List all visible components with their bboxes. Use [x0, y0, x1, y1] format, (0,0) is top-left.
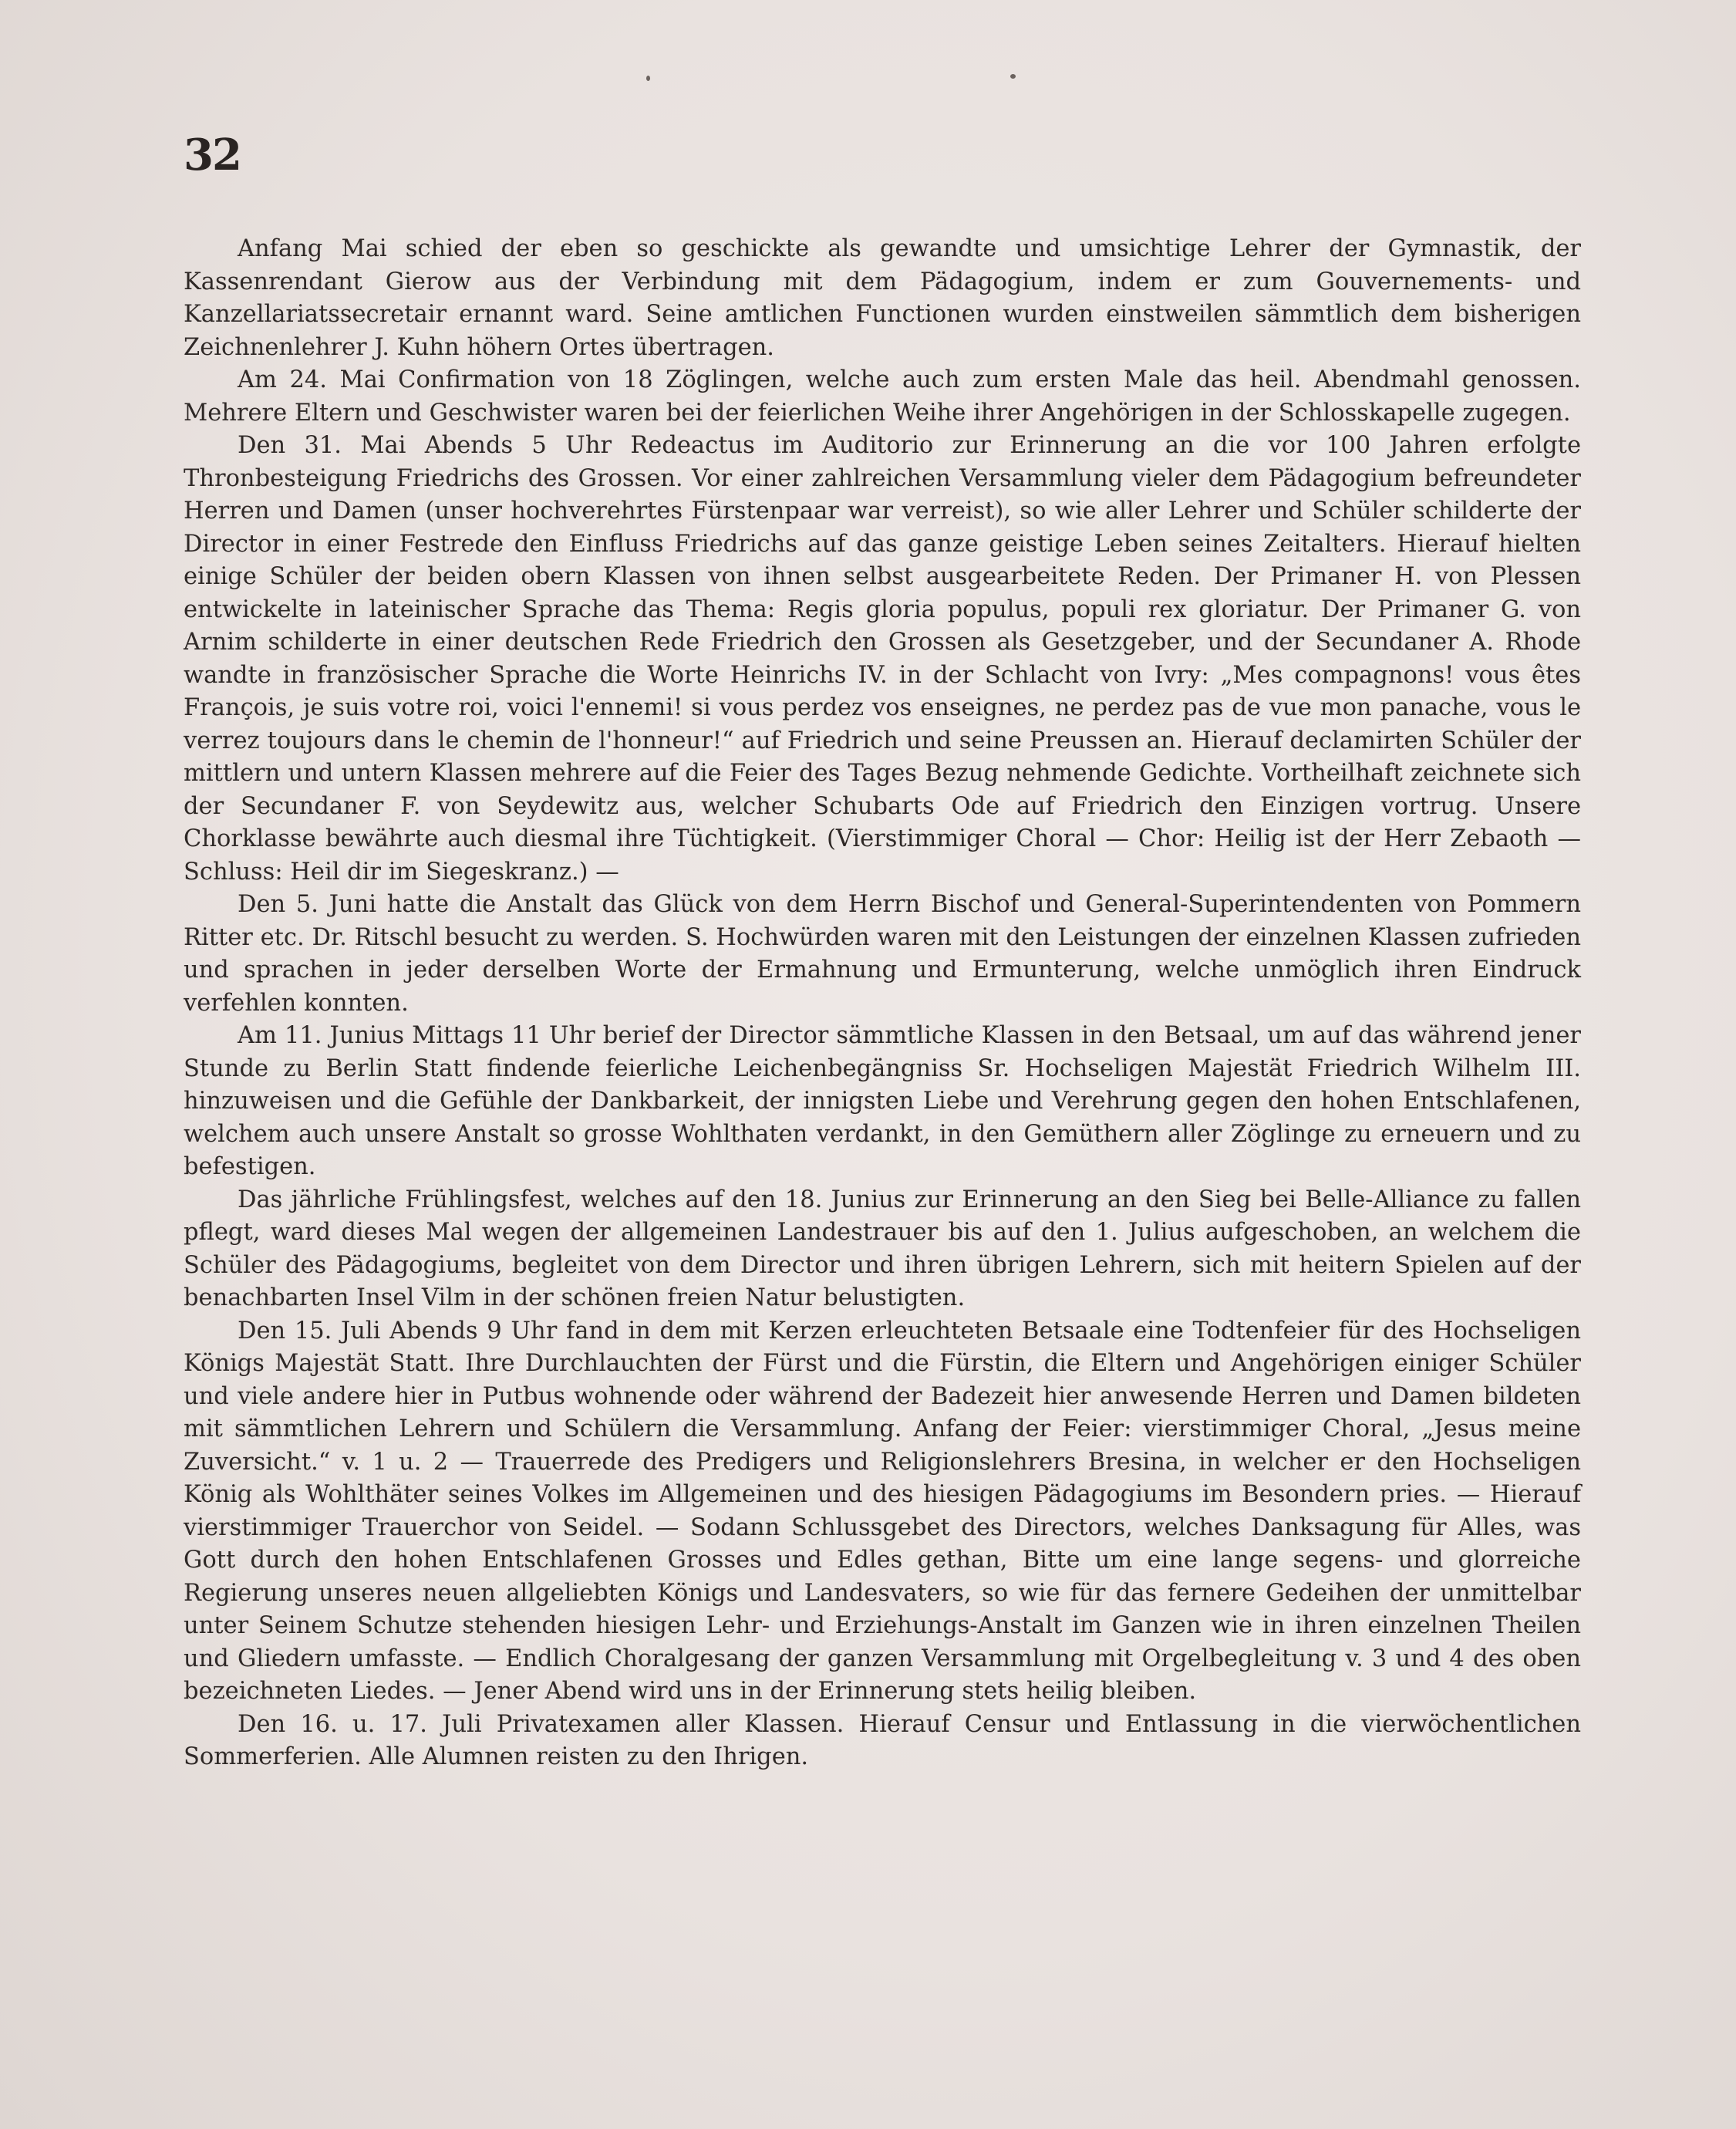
- paragraph-funeral-assembly: Am 11. Junius Mittags 11 Uhr berief der Director sämmtliche Klassen in den Betsaal, um auf das während jener Stunde zu Berlin Statt findende feierliche Leichenbegängniss Sr. Hochseligen Majestät Friedrich Wilhelm III. hinzuweisen und die Gefühle der Dankbarkeit, der innigsten Liebe und Verehrung gegen den hohen Entschlafenen, welchem auch unsere Anstalt so grosse Wohlthaten verdankt, in den Gemüthern aller Zöglinge zu erneuern und zu befestigen.: [184, 1022, 1581, 1180]
- paragraph-spring-festival: Das jährliche Frühlingsfest, welches auf den 18. Junius zur Erinnerung an den Sieg bei Belle-Alliance zu fallen pflegt, ward dieses Mal wegen der allgemeinen Landestrauer bis auf den 1. Julius aufgeschoben, an welchem die Schüler des Pädagogiums, begleitet von dem Director und ihren übrigen Lehrern, sich mit heitern Spielen auf der benachbarten Insel Vilm in der schönen freien Natur belustigten.: [184, 1186, 1581, 1311]
- paragraph-bishop-visit: Den 5. Juni hatte die Anstalt das Glück von dem Herrn Bischof und General-Superintendenten von Pommern Ritter etc. Dr. Ritschl besucht zu werden. S. Hochwürden waren mit den Leistungen der einzelnen Klassen zufrieden und sprachen in jeder derselben Worte der Ermahnung und Ermunterung, welche unmöglich ihren Eindruck verfehlen konnten.: [184, 891, 1581, 1017]
- paragraph-confirmation: Am 24. Mai Confirmation von 18 Zöglingen, welche auch zum ersten Male das heil. Abendmahl genossen. Mehrere Eltern und Geschwister waren bei der feierlichen Weihe ihrer Angehörigen in der Schlosskapelle zugegen.: [184, 366, 1581, 427]
- ink-speck: [646, 76, 650, 81]
- paragraph-gymnastics-teacher: Anfang Mai schied der eben so geschickte als gewandte und umsichtige Lehrer der Gymnastik, der Kassenrendant Gierow aus der Verbindung mit dem Pädagogium, indem er zum Gouvernements- und Kanzellariatssecretair ernannt ward. Seine amtlichen Functionen wurden einstweilen sämmtlich dem bisherigen Zeichnenlehrer J. Kuhn höhern Ortes übertragen.: [184, 235, 1581, 361]
- paragraph-redeactus: Den 31. Mai Abends 5 Uhr Redeactus im Auditorio zur Erinnerung an die vor 100 Jahren erfolgte Thronbesteigung Friedrichs des Grossen. Vor einer zahlreichen Versammlung vieler dem Pädagogium befreundeter Herren und Damen (unser hochverehrtes Fürstenpaar war verreist), so wie aller Lehrer und Schüler schilderte der Director in einer Festrede den Einfluss Friedrichs auf das ganze geistige Leben seines Zeitalters. Hierauf hielten einige Schüler der beiden obern Klassen von ihnen selbst ausgearbeitete Reden. Der Primaner H. von Plessen entwickelte in lateinischer Sprache das Thema: Regis gloria populus, populi rex gloriatur. Der Primaner G. von Arnim schilderte in einer deutschen Rede Friedrich den Grossen als Gesetzgeber, und der Secundaner A. Rhode wandte in französischer Sprache die Worte Heinrichs IV. in der Schlacht von Ivry: „Mes compagnons! vous êtes François, je suis votre roi, voici l'ennemi! si vous perdez vos enseignes, ne perdez pas de vue mon panache, vous le verrez toujours dans le chemin de l'honneur!“ auf Friedrich und seine Preussen an. Hierauf declamirten Schüler der mittlern und untern Klassen mehrere auf die Feier des Tages Bezug nehmende Gedichte. Vortheilhaft zeichnete sich der Secundaner F. von Seydewitz aus, welcher Schubarts Ode auf Friedrich den Einzigen vortrug. Unsere Chorklasse bewährte auch diesmal ihre Tüchtigkeit. (Vierstimmiger Choral — Chor: Heilig ist der Herr Zebaoth — Schluss: Heil dir im Siegeskranz.) —: [184, 432, 1581, 886]
- paragraph-examinations: Den 16. u. 17. Juli Privatexamen aller Klassen. Hierauf Censur und Entlassung in die vierwöchentlichen Sommerferien. Alle Alumnen reisten zu den Ihrigen.: [184, 1710, 1581, 1770]
- body-text: [184, 233, 1581, 1774]
- ink-speck: [1010, 74, 1016, 79]
- paragraph-memorial-service: Den 15. Juli Abends 9 Uhr fand in dem mit Kerzen erleuchteten Betsaale eine Todtenfeier für des Hochseligen Königs Majestät Statt. Ihre Durchlauchten der Fürst und die Fürstin, die Eltern und Angehörigen einiger Schüler und viele andere hier in Putbus wohnende oder während der Badezeit hier anwesende Herren und Damen bildeten mit sämmtlichen Lehrern und Schülern die Versammlung. Anfang der Feier: vierstimmiger Choral, „Jesus meine Zuversicht.“ v. 1 u. 2 — Trauerrede des Predigers und Religionslehrers Bresina, in welcher er den Hochseligen König als Wohlthäter seines Volkes im Allgemeinen und des hiesigen Pädagogiums im Besondern pries. — Hierauf vierstimmiger Trauerchor von Seidel. — Sodann Schlussgebet des Directors, welches Danksagung für Alles, was Gott durch den hohen Entschlafenen Grosses und Edles gethan, Bitte um eine lange segens- und glorreiche Regierung unseres neuen allgeliebten Königs und Landesvaters, so wie für das fernere Gedeihen der unmittelbar unter Seinem Schutze stehenden hiesigen Lehr- und Erziehungs-Anstalt im Ganzen wie in ihren einzelnen Theilen und Gliedern umfasste. — Endlich Choralgesang der ganzen Versammlung mit Orgelbegleitung v. 3 und 4 des oben bezeichneten Liedes. — Jener Abend wird uns in der Erinnerung stets heilig bleiben.: [184, 1317, 1581, 1705]
- page-number: 32: [184, 130, 241, 181]
